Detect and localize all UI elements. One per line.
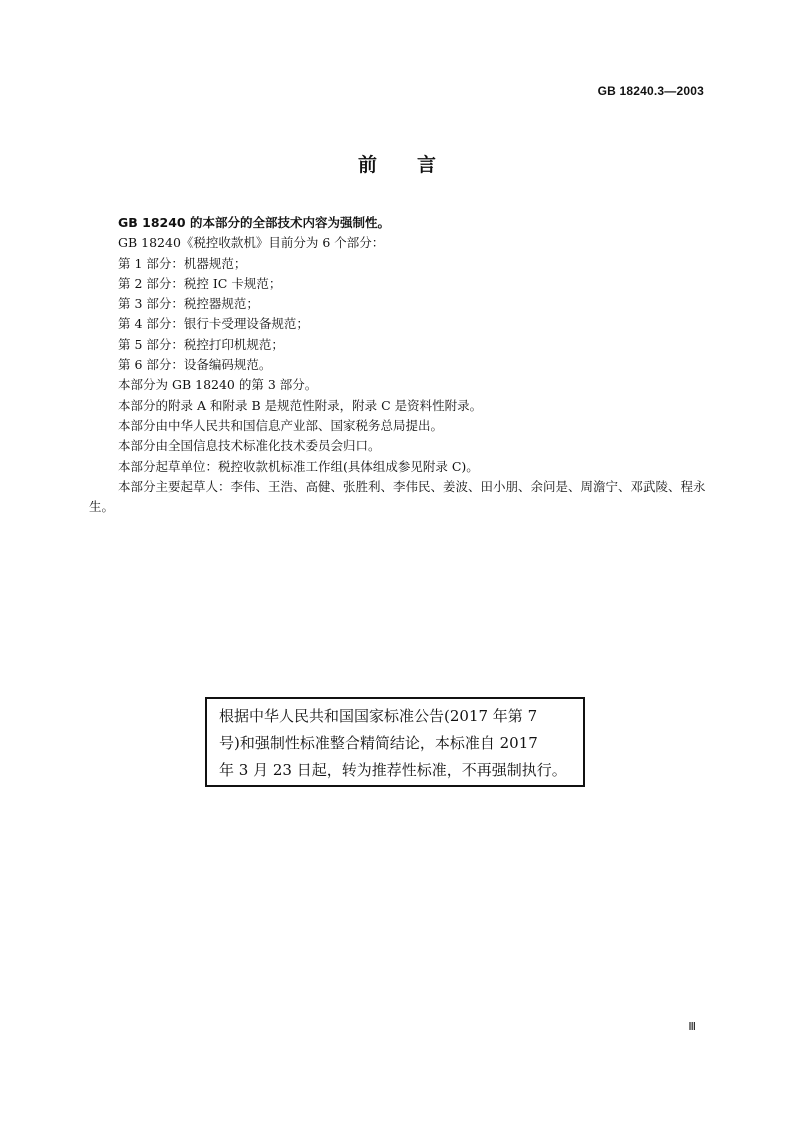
paragraph: 本部分主要起草人：李伟、王浩、高健、张胜利、李伟民、姜波、田小朋、余问是、周澹宁、邓武陵、程永生。 xyxy=(89,478,706,515)
paragraph: 第 5 部分：税控打印机规范； xyxy=(118,336,284,352)
foreword-body xyxy=(89,213,707,517)
page-number: Ⅲ xyxy=(688,1020,696,1033)
paragraph: GB 18240《税控收款机》目前分为 6 个部分： xyxy=(118,235,385,251)
notice-line: 根据中华人民共和国国家标准公告(2017 年第 7 xyxy=(219,707,538,725)
page-title xyxy=(0,150,794,177)
paragraph: 本部分由中华人民共和国信息产业部、国家税务总局提出。 xyxy=(118,417,444,433)
notice-box xyxy=(205,697,585,787)
page-title-char-2: 言 xyxy=(417,154,437,176)
notice-line: 年 3 月 23 日起，转为推荐性标准，不再强制执行。 xyxy=(219,761,567,779)
paragraph: 本部分为 GB 18240 的第 3 部分。 xyxy=(118,377,318,393)
standard-code: GB 18240.3—2003 xyxy=(597,84,704,98)
paragraph: 第 6 部分：设备编码规范。 xyxy=(118,357,272,373)
paragraph: 本部分的附录 A 和附录 B 是规范性附录，附录 C 是资料性附录。 xyxy=(118,397,483,413)
page-title-char-1: 前 xyxy=(357,154,377,176)
paragraph: 本部分由全国信息技术标准化技术委员会归口。 xyxy=(118,438,381,454)
paragraph: 本部分起草单位：税控收款机标准工作组(具体组成参见附录 C)。 xyxy=(118,458,479,474)
notice-line: 号)和强制性标准整合精简结论，本标准自 2017 xyxy=(219,734,538,752)
paragraph: 第 2 部分：税控 IC 卡规范； xyxy=(118,275,282,291)
paragraph: 第 3 部分：税控器规范； xyxy=(118,296,259,312)
paragraph: 第 4 部分：银行卡受理设备规范； xyxy=(118,316,309,332)
paragraph: 第 1 部分：机器规范； xyxy=(118,255,247,271)
mandatory-statement: GB 18240 的本部分的全部技术内容为强制性。 xyxy=(118,215,390,230)
